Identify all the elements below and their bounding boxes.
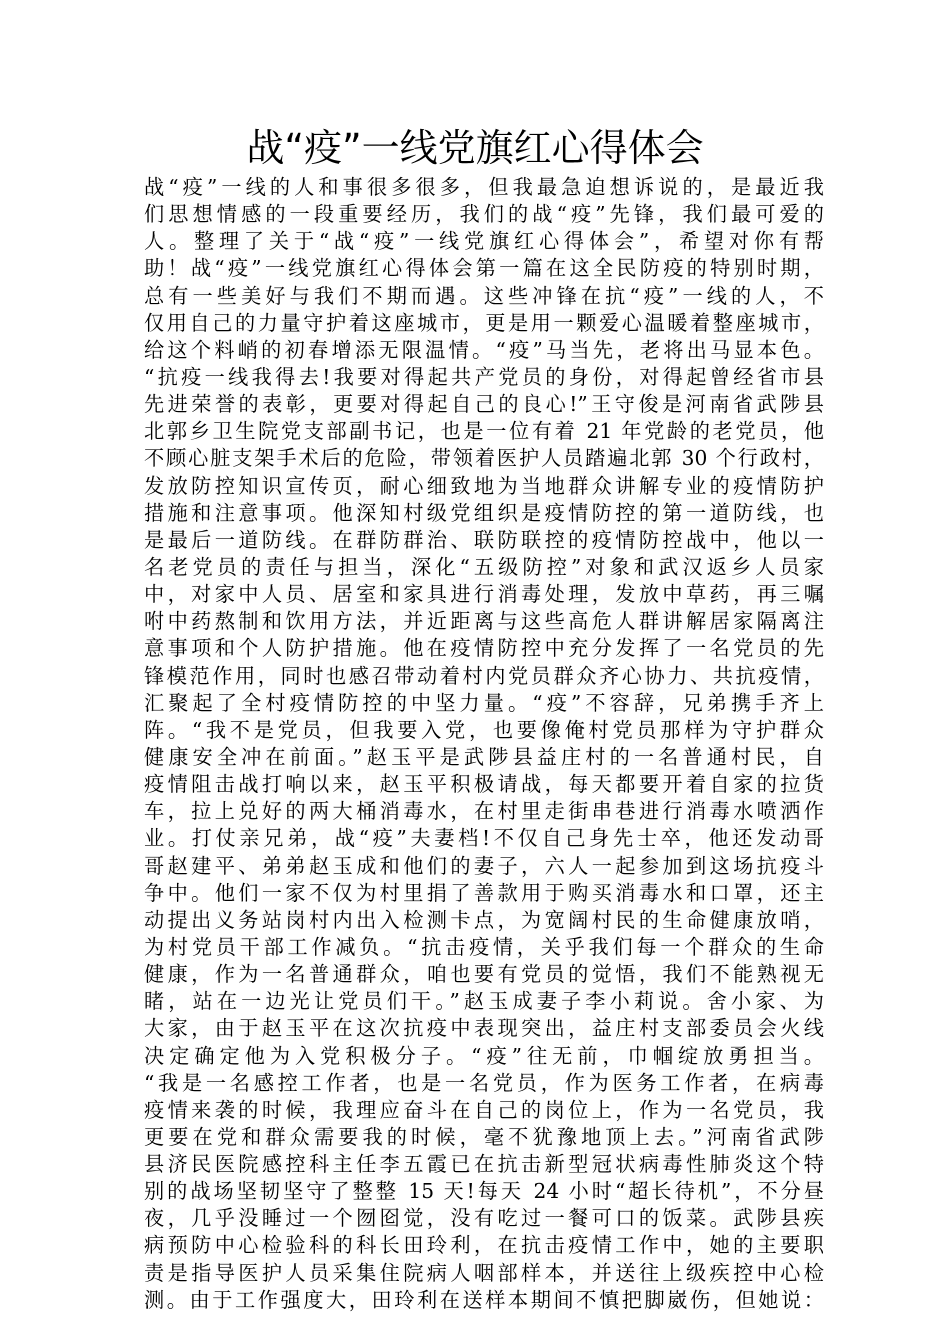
body-line: 动提出义务站岗村内出入检测卡点，为宽阔村民的生命健康放哨， [144,907,824,932]
body-line: 们思想情感的一段重要经历，我们的战“疫”先锋，我们最可爱的 [144,202,824,227]
body-line: 决定确定他为入党积极分子。“疫”往无前，巾帼绽放勇担当。 [144,1043,824,1068]
body-line: 是最后一道防线。在群防群治、联防联控的疫情防控战中，他以一 [144,527,824,552]
body-line: 汇聚起了全村疫情防控的中坚力量。“疫”不容辞，兄弟携手齐上 [144,690,824,715]
body-line: 咐中药熬制和饮用方法，并近距离与这些高危人群讲解居家隔离注 [144,609,824,634]
body-line: 县济民医院感控科主任李五霞已在抗击新型冠状病毒性肺炎这个特 [144,1152,824,1177]
body-line: 大家，由于赵玉平在这次抗疫中表现突出，益庄村支部委员会火线 [144,1016,824,1041]
body-line: 为村党员干部工作减负。“抗击疫情，关乎我们每一个群众的生命 [144,934,824,959]
body-line: 北郭乡卫生院党支部副书记，也是一位有着 21 年党龄的老党员，他 [144,419,824,444]
body-line: 战“疫”一线的人和事很多很多，但我最急迫想诉说的，是最近我 [144,175,824,199]
body-line: 别的战场坚韧坚守了整整 15 天!每天 24 小时“超长待机”，不分昼 [144,1179,824,1204]
body-line: 先进荣誉的表彰，更要对得起自己的良心!”王守俊是河南省武陟县 [144,392,824,417]
body-line: 夜，几乎没睡过一个囫囵觉，没有吃过一餐可口的饭菜。武陟县疾 [144,1206,824,1231]
body-line: 助！战“疫”一线党旗红心得体会第一篇在这全民防疫的特别时期， [144,256,824,281]
body-line: 责是指导医护人员采集住院病人咽部样本，并送往上级疾控中心检 [144,1260,824,1285]
document-title: 战“疫”一线党旗红心得体会 [246,126,704,170]
body-line: 给这个料峭的初春增添无限温情。“疫”马当先，老将出马显本色。 [144,337,824,362]
body-line: 病预防中心检验科的科长田玲利，在抗击疫情工作中，她的主要职 [144,1233,824,1258]
body-line: 名老党员的责任与担当，深化“五级防控”对象和武汉返乡人员家 [144,554,824,579]
body-line: 健康，作为一名普通群众，咱也要有党员的觉悟，我们不能熟视无 [144,962,824,987]
body-line: 人。整理了关于“战“疫”一线党旗红心得体会”，希望对你有帮 [144,229,824,254]
body-line: 测。由于工作强度大，田玲利在送样本期间不慎把脚崴伤，但她说： [144,1287,824,1312]
body-line: 睹，站在一边光让党员们干。”赵玉成妻子李小莉说。舍小家、为 [144,989,824,1014]
body-line: 业。打仗亲兄弟，战“疫”夫妻档!不仅自己身先士卒，他还发动哥 [144,826,824,851]
body-line: 哥赵建平、弟弟赵玉成和他们的妻子，六人一起参加到这场抗疫斗 [144,853,824,878]
body-line: 阵。“我不是党员，但我要入党，也要像俺村党员那样为守护群众 [144,717,824,742]
body-line: “抗疫一线我得去!我要对得起共产党员的身份，对得起曾经省市县 [144,364,824,389]
body-line: 措施和注意事项。他深知村级党组织是疫情防控的第一道防线，也 [144,500,824,525]
body-line: 意事项和个人防护措施。他在疫情防控中充分发挥了一名党员的先 [144,636,824,661]
body-line: 争中。他们一家不仅为村里捐了善款用于购买消毒水和口罩，还主 [144,880,824,905]
body-line: 发放防控知识宣传页，耐心细致地为当地群众讲解专业的疫情防护 [144,473,824,498]
body-line: 疫情来袭的时候，我理应奋斗在自己的岗位上，作为一名党员，我 [144,1097,824,1122]
body-line: 总有一些美好与我们不期而遇。这些冲锋在抗“疫”一线的人，不 [144,283,824,308]
body-line: 疫情阻击战打响以来，赵玉平积极请战，每天都要开着自家的拉货 [144,772,824,797]
document-body [144,174,824,1314]
body-line: 更要在党和群众需要我的时候，毫不犹豫地顶上去。”河南省武陟 [144,1124,824,1149]
body-line: 车，拉上兑好的两大桶消毒水，在村里走街串巷进行消毒水喷洒作 [144,799,824,824]
body-line: 中，对家中人员、居室和家具进行消毒处理，发放中草药，再三嘱 [144,582,824,607]
body-line: 仅用自己的力量守护着这座城市，更是用一颗爱心温暖着整座城市， [144,310,824,335]
body-line: 健康安全冲在前面。”赵玉平是武陟县益庄村的一名普通村民，自 [144,744,824,769]
body-line: 锋模范作用，同时也感召带动着村内党员群众齐心协力、共抗疫情， [144,663,824,688]
body-line: “我是一名感控工作者，也是一名党员，作为医务工作者，在病毒 [144,1070,824,1095]
body-line: 不顾心脏支架手术后的危险，带领着医护人员踏遍北郭 30 个行政村， [144,446,824,471]
